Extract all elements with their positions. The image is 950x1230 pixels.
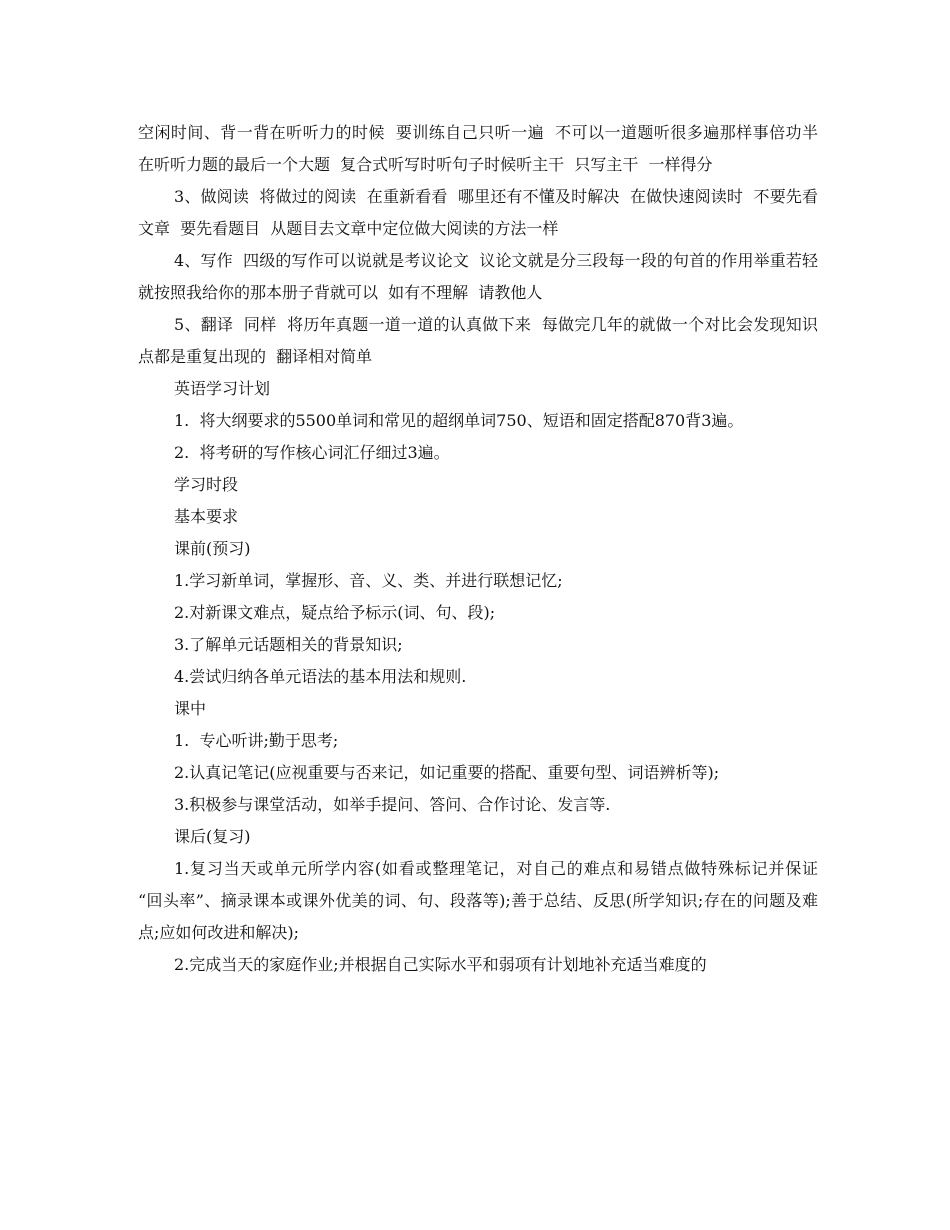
before-class-item-1: 1.学习新单词，掌握形、音、义、类、并进行联想记忆; [174, 571, 563, 590]
after-class-item-1: 1.复习当天或单元所学内容(如看或整理笔记，对自己的难点和易错点做特殊标记并保证 “回头率”、摘录课本或课外优美的词、句、段落等);善于总结、反思(所学知识;存在的问题及难点;应如何改进和解决); [138, 859, 829, 942]
heading-basic-requirements: 基本要求 [174, 507, 239, 526]
paragraph-translation: 5、翻译 同样 将历年真题一道一道的认真做下来 每做完几年的就做一个对比会发现知识点都是重复出现的 翻译相对简单 [138, 315, 818, 366]
in-class-item-2: 2.认真记笔记(应视重要与否来记，如记重要的搭配、重要句型、词语辨析等); [174, 763, 720, 782]
after-class-item-2: 2.完成当天的家庭作业;并根据自己实际水平和弱项有计划地补充适当难度的 [174, 955, 707, 974]
heading-after-class: 课后(复习) [174, 827, 251, 846]
document-page [138, 117, 829, 981]
plan-item-2: 2. 将考研的写作核心词汇仔细过3遍。 [174, 443, 450, 462]
paragraph-reading: 3、做阅读 将做过的阅读 在重新看看 哪里还有不懂及时解决 在做快速阅读时 不要先看文章 要先看题目 从题目去文章中定位做大阅读的方法一样 [138, 187, 818, 238]
paragraph-listening-tips: 空闲时间、背一背在听听力的时候 要训练自己只听一遍 不可以一道题听很多遍那样事倍功半 在听听力题的最后一个大题 复合式听写时听句子时候听主干 只写主干 一样得分 [138, 123, 829, 174]
heading-in-class: 课中 [174, 699, 207, 718]
heading-before-class: 课前(预习) [174, 539, 251, 558]
plan-item-1: 1. 将大纲要求的5500单词和常见的超纲单词750、短语和固定搭配870背3遍。 [174, 411, 744, 430]
heading-english-study-plan: 英语学习计划 [174, 379, 271, 398]
before-class-item-2: 2.对新课文难点，疑点给予标示(词、句、段); [174, 603, 496, 622]
in-class-item-3: 3.积极参与课堂活动，如举手提问、答问、合作讨论、发言等. [174, 795, 611, 814]
paragraph-writing: 4、写作 四级的写作可以说就是考议论文 议论文就是分三段每一段的句首的作用举重若轻 就按照我给你的那本册子背就可以 如有不理解 请教他人 [138, 251, 829, 302]
heading-study-period: 学习时段 [174, 475, 239, 494]
before-class-item-4: 4.尝试归纳各单元语法的基本用法和规则. [174, 667, 467, 686]
before-class-item-3: 3.了解单元话题相关的背景知识; [174, 635, 403, 654]
in-class-item-1: 1. 专心听讲;勤于思考; [174, 731, 339, 750]
